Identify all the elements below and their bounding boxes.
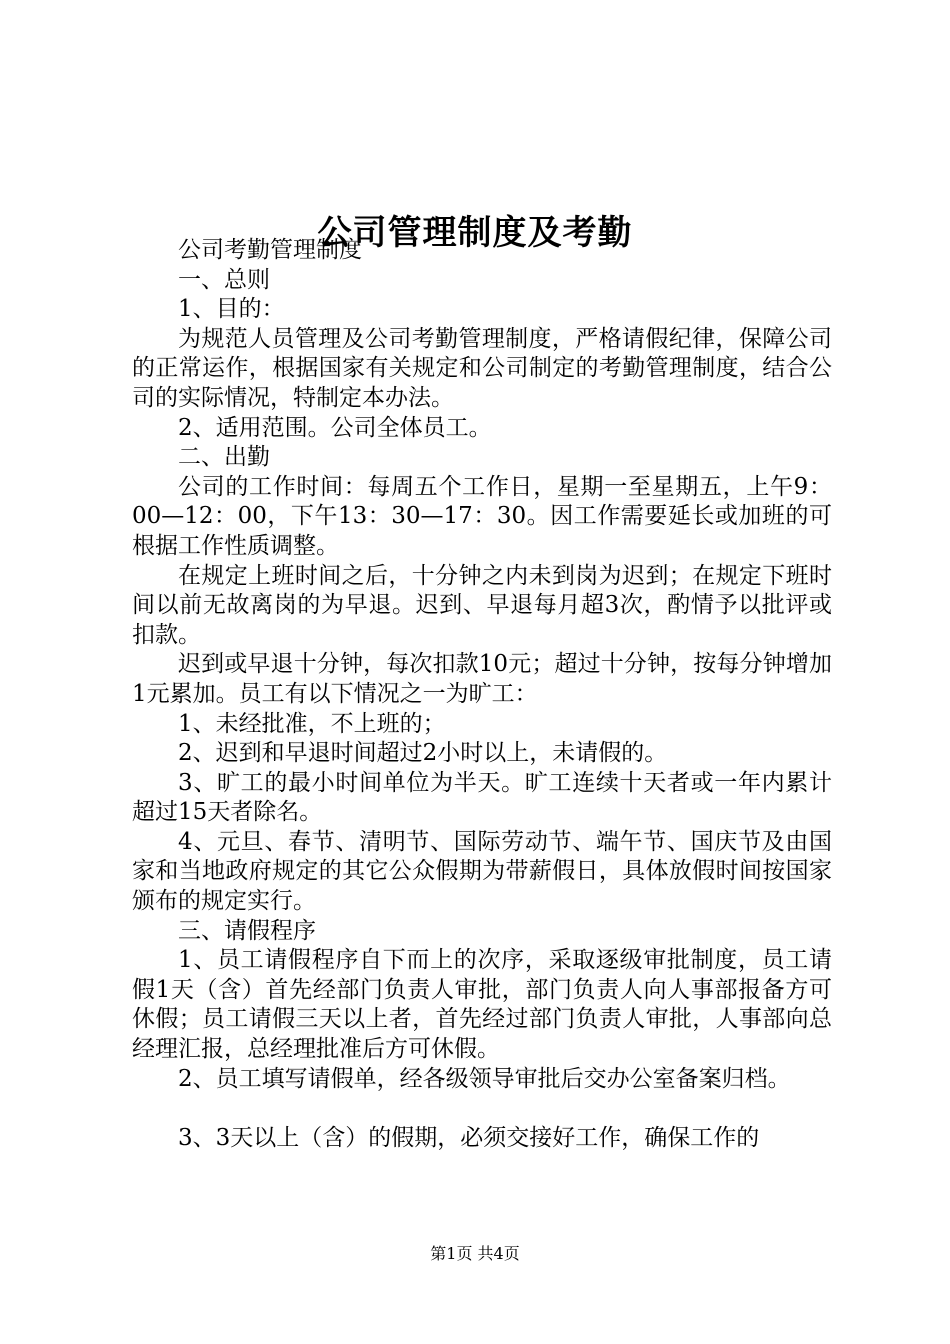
- list-item: 2、迟到和早退时间超过2小时以上，未请假的。: [178, 740, 668, 767]
- paragraph: 公司考勤管理制度: [178, 237, 362, 263]
- paragraph: 为规范人员管理及公司考勤管理制度，严格请假纪律，保障公司的正常运作，根据国家有关规定和公司制定的考勤管理制度，结合公司的实际情况，特制定本办法。: [132, 325, 832, 411]
- list-item: 1、未经批准，不上班的；: [178, 710, 446, 737]
- paragraph: 2、适用范围。公司全体员工。: [178, 414, 492, 441]
- paragraph: 迟到或早退十分钟，每次扣款10元；超过十分钟，按每分钟增加1元累加。员工有以下情况之一为旷工：: [132, 651, 832, 707]
- list-item: 4、元旦、春节、清明节、国际劳动节、端午节、国庆节及由国家和当地政府规定的其它公众假期为带薪假日，具体放假时间按国家颁布的规定实行。: [132, 828, 832, 915]
- paragraph: 1、目的：: [178, 296, 285, 323]
- section-heading: 三、请假程序: [178, 917, 316, 944]
- list-item: 3、旷工的最小时间单位为半天。旷工连续十天者或一年内累计超过15天者除名。: [132, 769, 832, 826]
- list-item: 3、3天以上（含）的假期，必须交接好工作，确保工作的: [178, 1125, 760, 1152]
- section-heading: 一、总则: [178, 266, 270, 293]
- list-item: 1、员工请假程序自下而上的次序，采取逐级审批制度，员工请假1天（含）首先经部门负责人审批，部门负责人向人事部报备方可休假；员工请假三天以上者，首先经过部门负责人审批，人事部向总经理汇报，总经理批准后方可休假。: [132, 947, 832, 1063]
- section-heading: 二、出勤: [178, 444, 270, 471]
- document-body: [132, 236, 832, 1154]
- page-footer: 第1页 共4页: [430, 1244, 520, 1263]
- paragraph: 在规定上班时间之后，十分钟之内未到岗为迟到；在规定下班时间以前无故离岗的为早退。迟到、早退每月超3次，酌情予以批评或扣款。: [132, 562, 832, 648]
- list-item: 2、员工填写请假单，经各级领导审批后交办公室备案归档。: [178, 1065, 791, 1092]
- document-title: 公司管理制度及考勤: [317, 212, 633, 253]
- paragraph: 公司的工作时间：每周五个工作日，星期一至星期五，上午9：00—12：00，下午13：30—17：30。因工作需要延长或加班的可根据工作性质调整。: [132, 473, 832, 559]
